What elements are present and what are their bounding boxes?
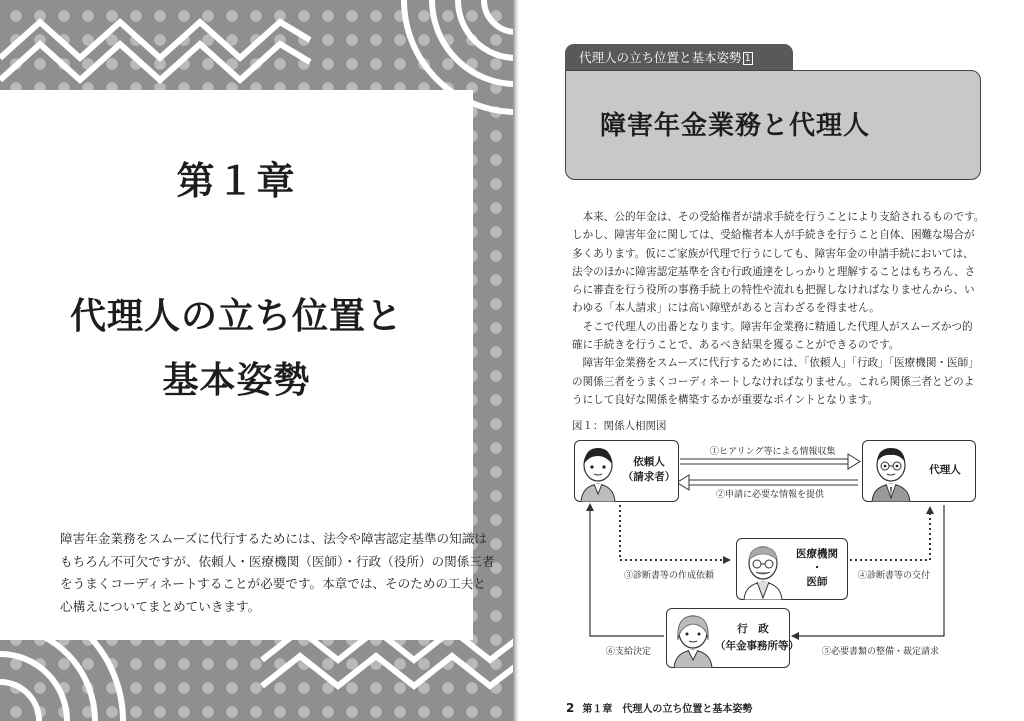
doctor-icon <box>741 542 785 600</box>
section-title: 障害年金業務と代理人 <box>600 111 871 141</box>
admin-label <box>715 621 799 655</box>
relationship-diagram <box>560 432 990 692</box>
page-footer <box>566 700 752 715</box>
page-number: 2 <box>566 701 575 715</box>
body-line: の関係三者をうまくコーディネートしなければなりません。これら関係三者とどのよ <box>572 375 975 388</box>
client-label-line1: 依頼人 <box>633 456 665 468</box>
client-node <box>574 440 679 502</box>
chapter-card <box>0 90 495 640</box>
chapter-number: 第１章 <box>176 159 297 203</box>
footer-title: 代理人の立ち位置と基本姿勢 <box>622 704 753 715</box>
body-line: 障害年金業務をスムーズに代行するためには、「依頼人」「行政」「医療機関・医師」 <box>572 357 979 370</box>
agent-label: 代理人 <box>929 464 961 476</box>
client-person-icon <box>578 444 618 502</box>
edge-3-label: ③診断書等の作成依頼 <box>624 571 715 581</box>
admin-label-line2: （年金事務所等） <box>715 640 799 652</box>
edge-4-arrow <box>850 507 930 560</box>
intro-line: をうまくコーディネートすることが必要です。本章では、そのための工夫と <box>60 576 486 591</box>
body-line: 法令のほかに障害認定基準を含む行政通達をしっかりと理解することはもちろん、さ <box>572 265 976 278</box>
section-tab-label: 代理人の立ち位置と基本姿勢 <box>579 50 742 65</box>
edge-3-arrow <box>620 505 730 560</box>
chapter-title-line2: 基本姿勢 <box>162 360 311 401</box>
section-tab-number: 1 <box>744 53 751 64</box>
footer-chapter: 第１章 <box>582 704 613 715</box>
admin-staff-icon <box>671 612 715 668</box>
body-line: しかし、障害年金に関しては、受給権者本人が手続きを行うこと自体、困難な場合が <box>572 229 975 242</box>
body-line: 多くあります。仮にご家族が代理で行うにしても、障害年金の申請手続においては、 <box>572 247 974 260</box>
body-line: 確に手続きを行うことで、あるべき結果を獲ることができるのです。 <box>572 339 900 352</box>
client-label <box>619 455 679 485</box>
admin-label-line1: 行 政 <box>737 623 769 635</box>
client-label-line2: （請求者） <box>622 471 676 483</box>
figure-label: 図１：関係人相関図 <box>572 420 667 432</box>
medical-label-line1: 医療機関 <box>796 548 838 560</box>
medical-label-line2: ・ <box>811 562 823 574</box>
book-spine <box>513 0 519 721</box>
body-line: そこで代理人の出番となります。障害年金業務に精通した代理人がスムーズかつ的 <box>572 320 973 333</box>
edge-1-label: ①ヒアリング等による情報収集 <box>710 447 836 457</box>
section-tab <box>565 44 793 71</box>
chapter-title-line1: 代理人の立ち位置と <box>69 296 403 337</box>
body-line: うにして良好な関係を構築するかが重要なポイントとなります。 <box>572 393 879 406</box>
edge-4-label: ④診断書等の交付 <box>858 571 931 581</box>
body-line: らに審査を行う役所の事務手続上の特性や流れも把握しなければなりませんから、い <box>572 284 975 297</box>
intro-line: もちろん不可欠ですが、依頼人・医療機関（医師）・行政（役所）の関係三者 <box>60 553 495 569</box>
agent-person-icon <box>869 444 913 502</box>
body-line: 本来、公的年金は、その受給権者が請求手続を行うことにより支給されるものです。 <box>572 211 985 223</box>
medical-label <box>787 547 847 589</box>
admin-node <box>666 608 799 668</box>
edge-6-label: ⑥支給決定 <box>606 647 652 657</box>
medical-label-line3: 医師 <box>806 576 828 588</box>
medical-node <box>736 538 848 600</box>
edge-5-label: ⑤必要書類の整備・裁定請求 <box>822 647 940 657</box>
intro-line: 障害年金業務をスムーズに代行するためには、法令や障害認定基準の知識は <box>60 531 487 546</box>
section-title-box <box>565 70 981 180</box>
chapter-intro <box>60 528 495 618</box>
intro-line: 心構えについてまとめていきます。 <box>60 598 261 614</box>
edge-2-label: ②申請に必要な情報を提供 <box>716 490 825 500</box>
agent-node <box>862 440 976 502</box>
body-text <box>572 208 992 409</box>
body-line: わゆる「本人請求」には高い障壁があると言わざるを得ません。 <box>572 302 880 315</box>
